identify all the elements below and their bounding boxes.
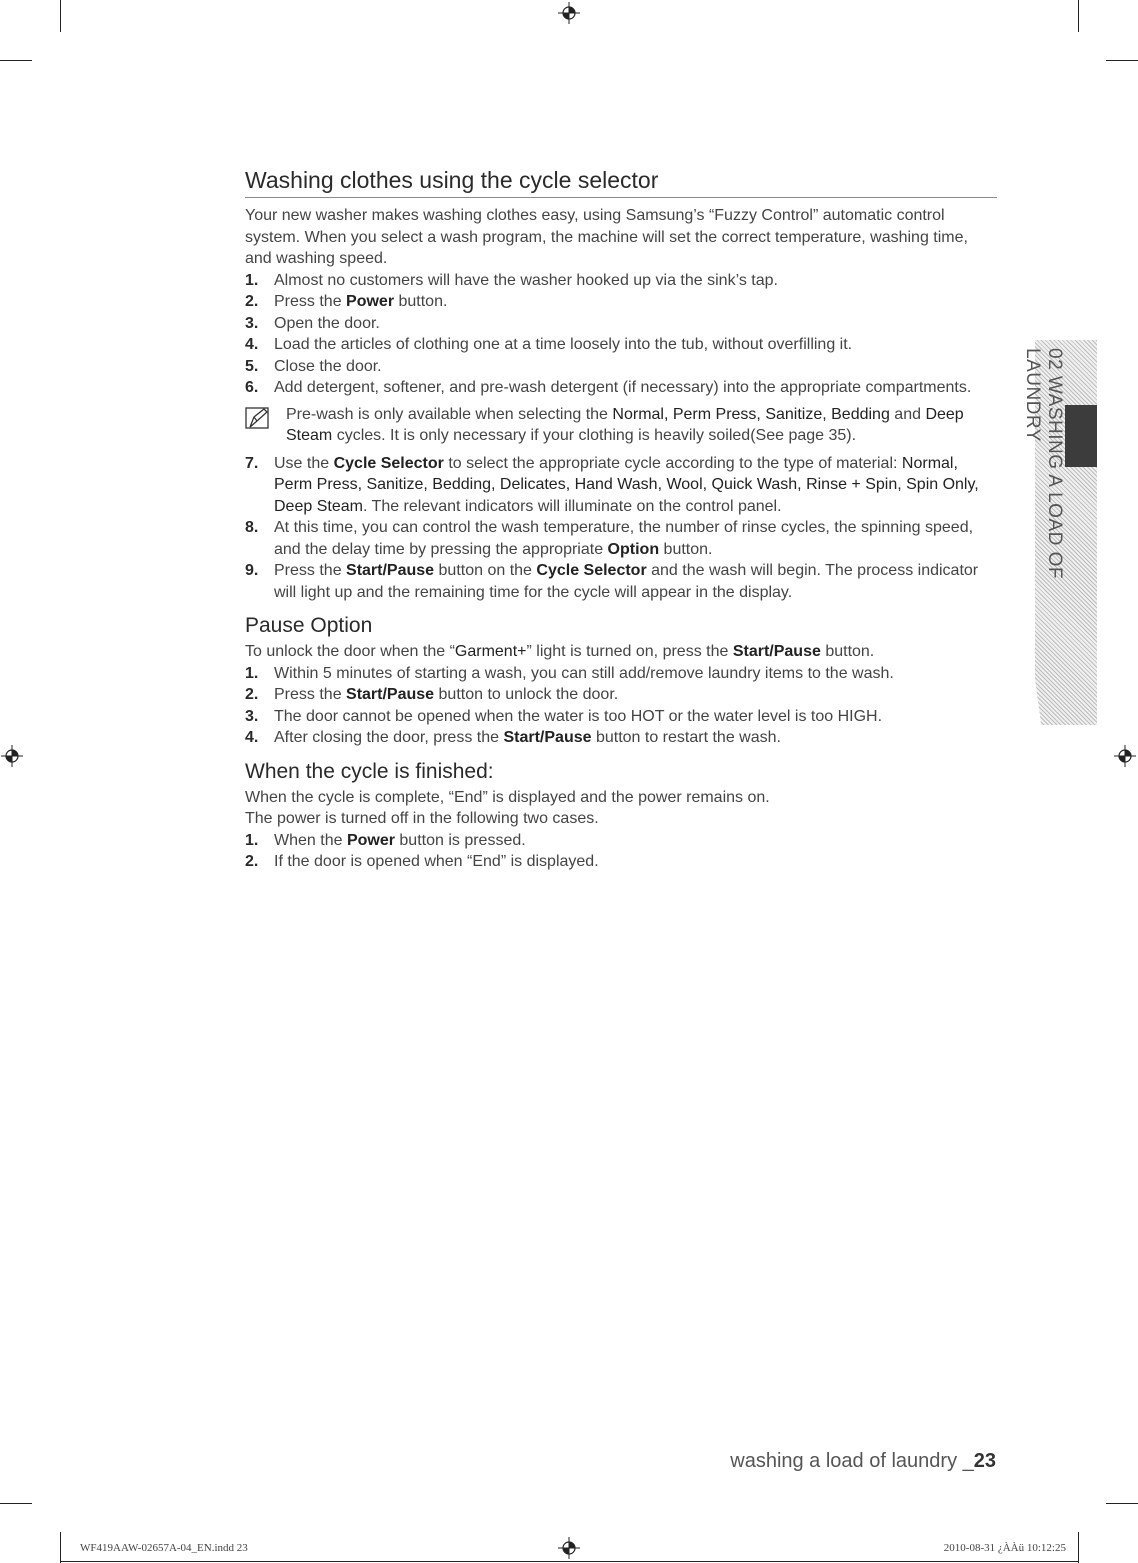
note-box: Pre-wash is only available when selecting the Normal, Perm Press, Sanitize, Bedding and Deep Steam cycles. It is only necessary if your clothing is heavily soiled(See page 35). [245,404,997,447]
steps-list [245,453,997,604]
list-item: 1. When the Power button is pressed. [245,831,526,849]
list-item: 2. Press the Power button. [245,293,448,310]
crop-mark [0,1503,32,1504]
section-title: Washing clothes using the cycle selector [245,166,997,198]
note-pencil-icon [245,407,271,431]
tab-marker [1065,405,1097,467]
page-number: 23 [973,1450,996,1472]
crop-mark [0,60,32,61]
page-content [245,166,997,873]
slug-rule [60,1561,1078,1562]
intro-paragraph: Your new washer makes washing clothes easy, using Samsung’s “Fuzzy Control” automatic control system. When you select a wash program, the machine will set the correct temperature, washing time, and washing speed. [245,207,968,267]
registration-mark-icon [1114,745,1136,767]
list-item: 1. Within 5 minutes of starting a wash, you can still add/remove laundry items to the wash. [245,664,894,682]
list-item: 6. Add detergent, softener, and pre-wash detergent (if necessary) into the appropriate compartments. [245,379,972,396]
pause-steps-list [245,663,997,749]
list-item: 2. If the door is opened when “End” is displayed. [245,853,599,870]
crop-mark [1106,60,1138,61]
registration-mark-icon [1,745,23,767]
list-item: 4. After closing the door, press the Start/Pause button to restart the wash. [245,729,781,746]
list-item: 3. Open the door. [245,314,380,332]
list-item: 3. The door cannot be opened when the water is too HOT or the water level is too HIGH. [245,707,883,725]
list-item: 9. Press the Start/Pause button on the Cycle Selector and the wash will begin. The process indicator will light up and the remaining time for the cycle will appear in the display. [245,562,979,601]
list-item: 5. Close the door. [245,357,382,375]
crop-mark [1078,1532,1079,1563]
chapter-tab-label: 02 WASHING A LOAD OF LAUNDRY [1022,348,1065,580]
finished-line-2: The power is turned off in the following two cases. [245,810,599,827]
chapter-side-tab [1022,340,1097,725]
slug-right: 2010-08-31 ¿ÀÀü 10:12:25 [943,1542,1066,1554]
crop-mark [1106,1503,1138,1504]
crop-mark [1078,0,1079,32]
list-item: 8. At this time, you can control the wash temperature, the number of rinse cycles, the spinning speed, and the delay time by pressing the appropriate Option button. [245,519,974,558]
footer-label: washing a load of laundry _ [730,1450,974,1472]
list-item: 4. Load the articles of clothing one at a time loosely into the tub, without overfilling it. [245,336,853,353]
list-item: 2. Press the Start/Pause button to unlock the door. [245,686,619,703]
steps-list [245,270,997,399]
pause-intro: To unlock the door when the “Garment+” light is turned on, press the Start/Pause button. [245,643,875,660]
registration-mark-icon [558,1537,580,1559]
crop-mark [60,1532,61,1563]
finished-line-1: When the cycle is complete, “End” is displayed and the power remains on. [245,788,770,806]
slug-left: WF419AAW-02657A-04_EN.indd 23 [80,1542,248,1554]
crop-mark [60,0,61,32]
cycle-finished-title: When the cycle is finished: [245,759,494,783]
registration-mark-icon [558,2,580,24]
finished-steps-list [245,830,997,873]
page-footer [700,1450,996,1473]
list-item: 1. Almost no customers will have the washer hooked up via the sink’s tap. [245,271,778,289]
pause-option-title: Pause Option [245,614,373,637]
list-item: 7. Use the Cycle Selector to select the appropriate cycle according to the type of material: Normal, Perm Press, Sanitize, Bedding, Delicates, Hand Wash, Wool, Quick Wash, Rinse + Spin, Spin Only, Deep Steam. The relevant indicators will illuminate on the control panel. [245,454,979,515]
